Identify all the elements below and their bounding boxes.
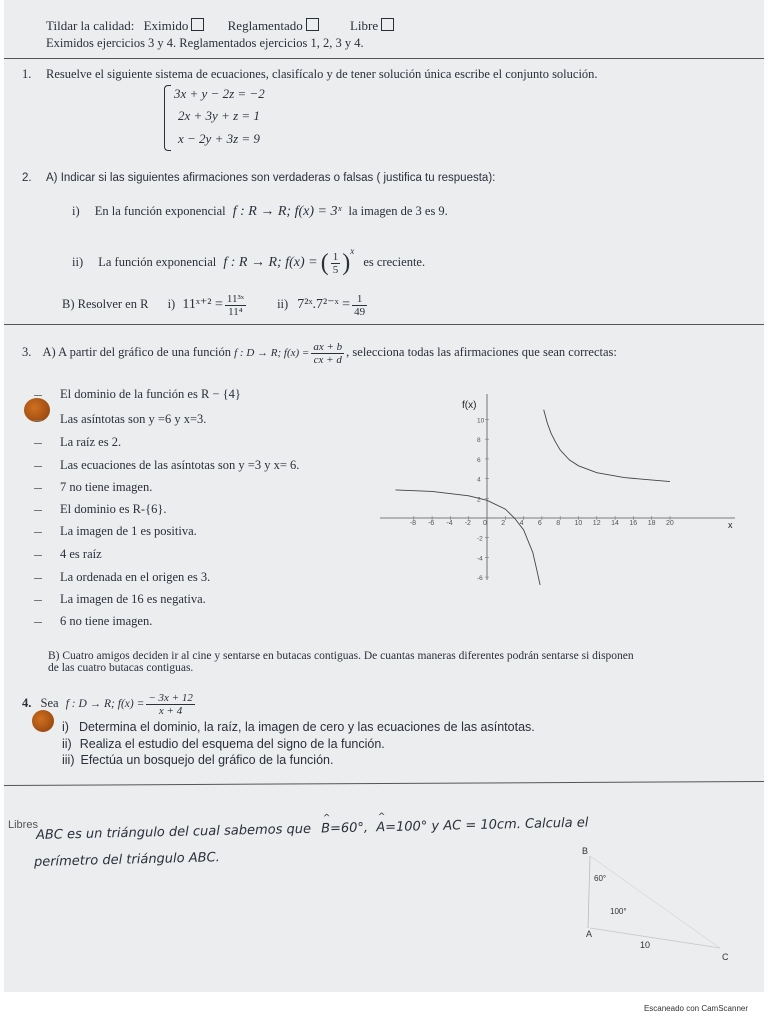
q2-b-i-num: 11³ˣ <box>226 292 244 305</box>
quality-selector-line <box>46 18 394 33</box>
x-tick-label: 14 <box>611 520 619 527</box>
q2-number: 2. <box>22 172 32 184</box>
q1-equation-2: 2x + 3y + z = 1 <box>178 108 260 123</box>
curve-branch-2 <box>544 410 670 482</box>
q3-b-line-1: B) Cuatro amigos deciden ir al cine y sentarse en butacas contiguas. De cuantas maneras diferentes podrán sentarse si disponen <box>48 650 634 662</box>
q2-item-ii: ii) La función exponencial f : R → R; f(x) = ( $\frac{1}{5}$ )$^x$ es creciente. <box>72 246 426 277</box>
q2-i-label: i) <box>72 204 80 218</box>
q2-b-i-den: 11⁴ <box>228 305 243 318</box>
q4-item-ii-text: Realiza el estudio del esquema del signo de la función. <box>79 737 385 751</box>
q2-ii-frac-num: 1 <box>332 250 339 263</box>
y-tick-label: 8 <box>477 437 481 445</box>
q3-text-post: , selecciona todas las afirmaciones que sean correctas: <box>346 345 617 359</box>
statement-marker[interactable] <box>34 443 42 444</box>
y-tick-label: 6 <box>477 456 481 464</box>
q2-text: A) Indicar si las siguientes afirmaciones son verdaderas o falsas ( justifica tu respuesta): <box>46 172 496 184</box>
y-tick-label: 4 <box>477 476 481 484</box>
triangle-side-bc <box>590 856 720 948</box>
q3-fraction <box>311 341 344 366</box>
q2-ii-frac-den: 5 <box>332 263 339 276</box>
q3-b-line-2: de las cuatro butacas contiguas. <box>48 662 194 674</box>
x-tick-label: 12 <box>592 520 601 527</box>
graph-curves <box>396 410 671 585</box>
y-axis-label: f(x) <box>462 400 477 411</box>
statement-4: Las ecuaciones de las asíntotas son y =3 y x= 6. <box>60 458 300 472</box>
q2-item-i <box>72 204 448 219</box>
q4-item-ii <box>62 737 385 751</box>
q3-text-pre: A) A partir del gráfico de una función <box>42 345 231 359</box>
statement-marker[interactable] <box>34 622 42 623</box>
angle-b-symbol: B <box>320 821 331 837</box>
q4-math: f : D → R; f(x) = <box>65 698 145 710</box>
q4-frac-den: x + 4 <box>158 704 183 717</box>
q2-ii-pre: La función exponencial <box>98 255 217 269</box>
q2-part-b <box>62 289 369 320</box>
statement-1: El dominio de la función es R − {4} <box>60 387 241 401</box>
x-tick-label: -6 <box>428 520 435 527</box>
vertex-a-label: A <box>586 929 593 939</box>
option-reglamentado-label: Reglamentado <box>227 18 303 33</box>
q2-b-i-left: 11ˣ⁺² = <box>182 297 223 312</box>
q4-item-i <box>62 720 535 734</box>
q2-ii-post: es creciente. <box>363 255 426 269</box>
y-tick-label: -2 <box>477 535 483 543</box>
q4-frac-num: − 3x + 12 <box>148 691 193 704</box>
libres-text-pre: ABC es un triángulo del cual sabemos que <box>35 821 312 843</box>
angle-b-value: =60° <box>329 820 365 837</box>
triangle-side-ac <box>590 928 720 948</box>
x-tick-label: 4 <box>519 520 524 527</box>
q2-b-ii-label: ii) <box>277 297 289 311</box>
q4-item-iii-label: iii) <box>62 753 75 767</box>
y-tick-label: -6 <box>477 575 483 583</box>
angle-b-label: 60° <box>594 874 607 883</box>
q2-i-post: la imagen de 3 es 9. <box>348 204 448 218</box>
x-tick-label: -2 <box>464 520 471 527</box>
angle-a-value: =100° y AC = 10cm. Calcula el <box>384 815 589 836</box>
q2-ii-fraction <box>331 251 341 276</box>
curve-branch-1 <box>396 490 541 585</box>
q4-sea: Sea <box>40 696 59 710</box>
checkbox-reglamentado[interactable] <box>306 18 319 31</box>
q2-i-math: f : R → R; f(x) = 3ˣ <box>232 204 342 219</box>
q1-text: Resuelve el siguiente sistema de ecuaciones, clasifícalo y de tener solución única escribe el conjunto solución. <box>46 67 598 81</box>
x-axis-label: x <box>728 520 733 530</box>
statement-marker[interactable] <box>34 600 42 601</box>
q2-ii-math: f : R → R; f(x) = <box>223 255 318 270</box>
q2-b-i-label: i) <box>167 297 176 311</box>
side-ac-length: 10 <box>640 940 651 950</box>
x-tick-label: 8 <box>556 520 561 527</box>
q1-equation-3: x − 2y + 3z = 9 <box>178 131 260 146</box>
statement-marker[interactable] <box>34 510 42 511</box>
libres-title: Libres <box>8 819 38 831</box>
graph-axes <box>380 394 735 583</box>
q2-ii-label: ii) <box>72 255 84 269</box>
statement-2: Las asíntotas son y =6 y x=3. <box>60 412 207 426</box>
statement-6: El dominio es R-{6}. <box>60 502 167 516</box>
q4-item-ii-label: ii) <box>62 737 72 751</box>
q1-equation-1: 3x + y − 2z = −2 <box>174 86 265 101</box>
statement-5: 7 no tiene imagen. <box>60 480 153 494</box>
statement-marker[interactable] <box>34 395 42 396</box>
q4-item-iii-text: Efectúa un bosquejo del gráfico de la función. <box>80 753 334 767</box>
q3-frac-den: cx + d <box>313 353 342 366</box>
statement-marker[interactable] <box>34 555 42 556</box>
triangle-figure <box>570 836 750 966</box>
q3-frac-num: ax + b <box>313 340 343 353</box>
vertex-c-label: C <box>722 952 729 962</box>
function-graph <box>380 388 750 588</box>
q3-number: 3. <box>22 345 32 359</box>
statement-8: 4 es raíz <box>60 547 102 561</box>
q2-i-pre: En la función exponencial <box>94 204 226 218</box>
y-tick-label: -4 <box>477 555 483 563</box>
q4-fraction <box>146 692 194 717</box>
statement-10: La imagen de 16 es negativa. <box>60 592 206 606</box>
statement-3: La raíz es 2. <box>60 435 122 449</box>
x-tick-label: 16 <box>629 520 638 527</box>
q1-number: 1. <box>22 67 32 81</box>
angle-a-label: 100° <box>610 907 627 916</box>
q2-b-ii-fraction <box>352 293 367 318</box>
statement-7: La imagen de 1 es positiva. <box>60 524 197 538</box>
statement-9: La ordenada en el origen es 3. <box>60 570 211 584</box>
q3-prompt <box>22 337 617 368</box>
y-tick-label: 2 <box>477 496 481 504</box>
x-tick-label: -4 <box>446 520 453 527</box>
q2-b-ii-den: 49 <box>354 305 366 318</box>
statement-marker[interactable] <box>34 466 42 467</box>
x-tick-label: 2 <box>501 520 506 527</box>
statement-marker[interactable] <box>34 578 42 579</box>
scanner-watermark: Escaneado con CamScanner <box>643 1004 748 1013</box>
q2-ii-exponent: x <box>350 246 355 256</box>
option-eximido-label: Eximido <box>143 18 189 33</box>
x-tick-label: 18 <box>647 520 656 527</box>
option-libre-label: Libre <box>349 18 379 33</box>
q3-math: f : D → R; f(x) = <box>234 347 310 359</box>
statement-marker[interactable] <box>34 488 42 489</box>
angle-a-symbol: A <box>376 820 386 836</box>
graph-labels <box>410 400 733 582</box>
q2-b-ii-num: 1 <box>352 293 367 306</box>
quality-instructions: Eximidos ejercicios 3 y 4. Reglamentados ejercicios 1, 2, 3 y 4. <box>46 36 364 50</box>
quality-prompt: Tildar la calidad: <box>46 18 135 33</box>
x-tick-label: 20 <box>666 520 674 527</box>
checkbox-libre[interactable] <box>381 18 394 31</box>
q2-b-ii-left: 7²ˣ.7²⁻ˣ = <box>297 297 351 312</box>
q4-number: 4. <box>22 696 32 710</box>
x-tick-label: 6 <box>537 520 542 527</box>
statement-marker[interactable] <box>34 420 42 421</box>
triangle-side-ba <box>588 856 590 928</box>
x-tick-label: 10 <box>574 520 583 527</box>
vertex-b-label: B <box>582 846 589 856</box>
system-brace <box>164 85 171 151</box>
q4-item-i-text: Determina el dominio, la raíz, la imagen de cero y las ecuaciones de las asíntotas. <box>78 720 535 734</box>
y-tick-label: 10 <box>477 417 485 425</box>
q2-b-i-fraction <box>225 293 246 318</box>
divider <box>4 58 764 59</box>
ink-blot <box>32 710 54 732</box>
statement-marker[interactable] <box>34 532 42 533</box>
q2-b-label: B) Resolver en R <box>62 297 149 311</box>
x-tick-label: 0 <box>483 520 487 527</box>
q4-item-iii <box>62 753 333 767</box>
libres-line-2: perímetro del triángulo ABC. <box>33 850 220 870</box>
q4-item-i-label: i) <box>62 720 69 734</box>
libres-line-1: ABC es un triángulo del cual sabemos que ^ B=60°, ^ A=100° y AC = 10cm. Calcula el <box>35 812 589 843</box>
checkbox-eximido[interactable] <box>191 18 204 31</box>
x-tick-label: -8 <box>409 520 417 527</box>
ink-blot <box>24 398 50 422</box>
divider <box>4 324 764 325</box>
statement-11: 6 no tiene imagen. <box>60 614 153 628</box>
